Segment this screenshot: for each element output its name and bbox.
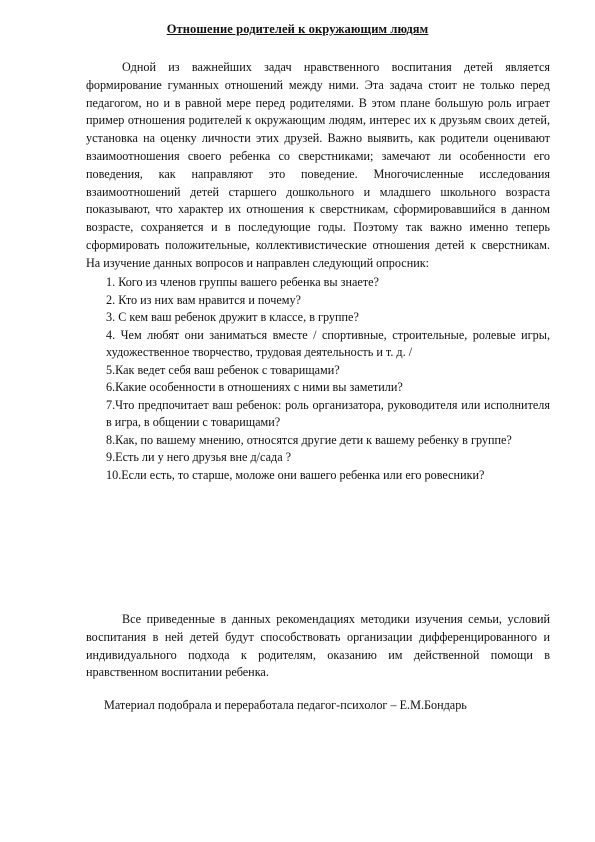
question-item: 8.Как, по вашему мнению, относятся другие дети к вашему ребенку в группе? xyxy=(106,432,512,447)
question-item: 2. Кто из них вам нравится и почему? xyxy=(106,292,301,307)
conclusion-paragraph: Все приведенные в данных рекомендациях методики изучения семьи, условий воспитания в ней детей будут способствовать организации дифференцированного и индивидуального подхода к родителям, оказанию им действенной помощи в нравственном воспитании ребенка. xyxy=(86,612,550,680)
question-item: 4. Чем любят они заниматься вместе / спортивные, строительные, ролевые игры, художественное творчество, трудовая деятельность и т. д. / xyxy=(106,327,550,359)
question-item: 1. Кого из членов группы вашего ребенка вы знаете? xyxy=(106,275,379,289)
document-title: Отношение родителей к окружающим людям xyxy=(166,22,429,36)
intro-paragraph: Одной из важнейших задач нравственного воспитания детей является формирование гуманных отношений между ними. Эта задача стоит не только перед педагогом, но и в равной мере перед родителями. В этом плане большую роль играет пример отношения родителей к окружающим людям, интерес их к друзьям своих детей, установка на оценку личности этих друзей. Важно выявить, как родители оценивают взаимоотношения своего ребенка со сверстниками; замечают ли особенности его поведения, как направляют это поведение. Многочисленные исследования взаимоотношений детей старшего дошкольного и младшего школьного возраста показывают, что характер их отношения к сверстникам, сформировавшийся в данном возрасте, сохраняется и в последующие годы. Поэтому так важно именно теперь сформировать положительные, коллективистические отношения детей к сверстникам. На изучение данных вопросов и направлен следующий опросник: xyxy=(86,60,550,270)
question-item: 7.Что предпочитает ваш ребенок: роль организатора, руководителя или исполнителя в игра, в общении с товарищами? xyxy=(106,397,550,429)
question-item: 3. С кем ваш ребенок дружит в классе, в группе? xyxy=(106,310,359,324)
question-item: 6.Какие особенности в отношениях с ними вы заметили? xyxy=(106,380,403,394)
questionnaire-list xyxy=(106,274,550,484)
question-item: 10.Если есть, то старше, моложе они вашего ребенка или его ровесники? xyxy=(106,467,485,482)
question-item: 9.Есть ли у него друзья вне д/сада ? xyxy=(106,450,292,464)
author-signature: Материал подобрала и переработала педагог-психолог – Е.М.Бондарь xyxy=(104,698,467,712)
question-item: 5.Как ведет себя ваш ребенок с товарищами? xyxy=(106,362,340,377)
